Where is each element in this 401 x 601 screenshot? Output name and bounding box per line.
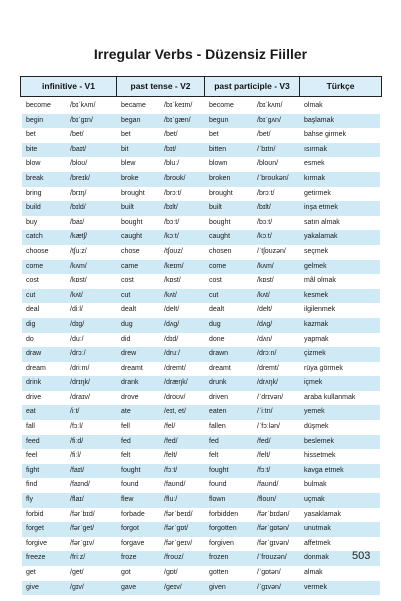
cell-v1-phonetic: /friːz/ (70, 554, 86, 562)
cell-v1-phonetic: /kætʃ/ (70, 233, 88, 241)
cell-past-participle: drunk (209, 379, 227, 387)
cell-v1-phonetic: /driːm/ (70, 364, 90, 372)
cell-v3-phonetic: /bɪˈkʌm/ (257, 102, 283, 109)
cell-past-participle: begun (209, 116, 229, 124)
cell-v2-phonetic: /kʌt/ (164, 291, 177, 299)
cell-past-participle: bet (209, 131, 219, 139)
cell-past-tense: felt (121, 452, 131, 460)
cell-turkish: çizmek (304, 350, 326, 358)
cell-past-participle: flown (209, 496, 226, 504)
cell-v2-phonetic: /fərˈgeɪv/ (164, 539, 193, 547)
cell-v2-phonetic: /dræŋk/ (164, 379, 188, 387)
table-row (22, 128, 380, 143)
cell-past-tense: forgot (121, 525, 139, 533)
table-row (22, 172, 380, 187)
table-row (22, 289, 380, 304)
cell-past-participle: become (209, 102, 234, 109)
cell-turkish: ilgilenmek (304, 306, 336, 314)
cell-infinitive: bring (26, 189, 42, 197)
table-row (22, 376, 380, 391)
cell-v3-phonetic: /felt/ (257, 452, 271, 460)
table-row (22, 187, 380, 202)
cell-past-participle: felt (209, 452, 219, 460)
cell-infinitive: bet (26, 131, 36, 139)
cell-v2-phonetic: /bet/ (164, 131, 178, 139)
cell-past-tense: flew (121, 496, 134, 504)
cell-infinitive: cost (26, 277, 39, 285)
table-row (22, 245, 380, 260)
cell-v1-phonetic: /baɪ/ (70, 218, 85, 226)
cell-v3-phonetic: /drʌŋk/ (257, 379, 279, 387)
cell-turkish: getirmek (304, 189, 331, 197)
cell-past-participle: driven (209, 393, 229, 401)
cell-past-participle: built (209, 204, 222, 212)
cell-turkish: satın almak (304, 218, 340, 226)
cell-turkish: olmak (304, 102, 323, 109)
cell-v1-phonetic: /fərˈbɪd/ (70, 510, 95, 518)
cell-past-participle: forgotten (209, 525, 237, 533)
cell-past-tense: fought (121, 466, 141, 474)
cell-v1-phonetic: /gɪv/ (70, 583, 84, 591)
cell-v2-phonetic: /bɪˈgæn/ (164, 116, 191, 124)
cell-v2-phonetic: /dʌg/ (164, 320, 180, 328)
cell-past-tense: began (121, 116, 141, 124)
cell-past-tense: dealt (121, 306, 137, 314)
cell-infinitive: deal (26, 306, 40, 314)
cell-v2-phonetic: /kɒst/ (164, 277, 181, 285)
cell-infinitive: give (26, 583, 39, 591)
cell-turkish: donmak (304, 554, 329, 562)
cell-v2-phonetic: /fluː/ (164, 496, 178, 504)
cell-v2-phonetic: /bɪlt/ (164, 204, 178, 212)
cell-past-tense: dug (121, 320, 133, 328)
cell-v3-phonetic: /bet/ (257, 131, 271, 139)
cell-v1-phonetic: /drɔː/ (70, 350, 86, 358)
cell-v3-phonetic: /ˈbɪtn/ (257, 145, 276, 153)
cell-v3-phonetic: /bloʊn/ (257, 160, 279, 168)
cell-past-participle: brought (209, 189, 233, 197)
cell-past-tense: fell (121, 423, 130, 431)
cell-past-tense: bet (121, 131, 131, 139)
cell-v2-phonetic: /fel/ (164, 423, 176, 431)
cell-v3-phonetic: /ˈiːtn/ (257, 408, 273, 416)
cell-past-tense: blew (121, 160, 136, 168)
page-number: 503 (352, 550, 371, 562)
cell-past-participle: dealt (209, 306, 225, 314)
cell-infinitive: cut (26, 291, 36, 299)
cell-turkish: gelmek (304, 262, 327, 270)
cell-infinitive: eat (26, 408, 36, 416)
cell-past-tense: forbade (121, 510, 145, 518)
cell-v3-phonetic: /ˈfɔːlən/ (257, 423, 280, 431)
cell-v2-phonetic: /dremt/ (164, 364, 186, 372)
cell-turkish: yasaklamak (304, 510, 341, 518)
cell-past-participle: given (209, 583, 226, 591)
cell-v3-phonetic: /bɔːt/ (257, 218, 273, 226)
cell-turkish: esmek (304, 160, 325, 168)
cell-turkish: kavga etmek (304, 466, 344, 474)
table-row (22, 362, 380, 377)
table-row (22, 216, 380, 231)
cell-turkish: araba kullanmak (304, 393, 356, 401)
cell-infinitive: bite (26, 145, 38, 153)
cell-infinitive: break (26, 174, 44, 182)
cell-v1-phonetic: /diːl/ (70, 306, 83, 314)
table-row (22, 303, 380, 318)
cell-past-tense: found (121, 481, 139, 489)
cell-past-participle: gotten (209, 569, 229, 576)
table-row (22, 537, 380, 552)
cell-v3-phonetic: /faʊnd/ (257, 481, 279, 489)
cell-turkish: başlamak (304, 116, 334, 124)
verb-table (22, 99, 380, 595)
cell-v1-phonetic: /fiːl/ (70, 452, 81, 460)
cell-v3-phonetic: /bɪˈgʌn/ (257, 116, 281, 124)
cell-infinitive: do (26, 335, 34, 343)
cell-v1-phonetic: /baɪt/ (70, 145, 87, 153)
cell-v1-phonetic: /kɒst/ (70, 277, 87, 285)
cell-v1-phonetic: /faɪt/ (70, 466, 85, 474)
cell-v3-phonetic: /kɒst/ (257, 277, 274, 285)
cell-past-participle: dug (209, 320, 221, 328)
cell-infinitive: fall (26, 423, 35, 431)
cell-past-participle: cut (209, 291, 219, 299)
cell-past-participle: chosen (209, 247, 232, 255)
cell-past-tense: broke (121, 174, 139, 182)
table-row (22, 333, 380, 348)
cell-v3-phonetic: /dʌn/ (257, 335, 273, 343)
table-row (22, 522, 380, 537)
cell-past-tense: came (121, 262, 139, 270)
cell-turkish: rüya görmek (304, 364, 343, 372)
cell-v1-phonetic: /duː/ (70, 335, 84, 343)
cell-infinitive: dream (26, 364, 46, 372)
cell-v3-phonetic: /delt/ (257, 306, 273, 314)
cell-v1-phonetic: /bɪˈgɪn/ (70, 116, 93, 124)
cell-turkish: unutmak (304, 525, 331, 533)
cell-past-tense: drank (121, 379, 139, 387)
cell-past-participle: blown (209, 160, 228, 168)
table-row (22, 347, 380, 362)
cell-v3-phonetic: /fərˈgɒtən/ (257, 525, 289, 533)
cell-v1-phonetic: /kʌt/ (70, 291, 83, 299)
cell-past-participle: fallen (209, 423, 226, 431)
cell-past-participle: forbidden (209, 510, 239, 518)
cell-infinitive: dig (26, 320, 36, 328)
cell-v1-phonetic: /breɪk/ (70, 174, 90, 182)
cell-v3-phonetic: /ˈgɪvən/ (257, 583, 281, 591)
cell-v1-phonetic: /brɪŋ/ (70, 189, 87, 197)
header-past-tense: past tense - V2 (117, 77, 205, 96)
cell-v3-phonetic: /kʌt/ (257, 291, 270, 299)
cell-infinitive: forgive (26, 539, 48, 547)
cell-infinitive: fight (26, 466, 40, 474)
cell-v3-phonetic: /dʌg/ (257, 320, 273, 328)
cell-v1-phonetic: /dɪg/ (70, 320, 85, 328)
cell-v3-phonetic: /dremt/ (257, 364, 279, 372)
table-row (22, 478, 380, 493)
cell-v1-phonetic: /bloʊ/ (70, 160, 88, 168)
cell-v3-phonetic: /kɔːt/ (257, 233, 272, 241)
table-row (22, 143, 380, 158)
cell-v1-phonetic: /kʌm/ (70, 262, 87, 270)
cell-past-participle: dreamt (209, 364, 231, 372)
cell-infinitive: build (26, 204, 41, 212)
cell-v2-phonetic: /felt/ (164, 452, 178, 460)
cell-past-tense: did (121, 335, 131, 343)
cell-past-participle: broken (209, 174, 231, 182)
cell-v3-phonetic: /ˈdrɪvən/ (257, 393, 284, 401)
cell-v1-phonetic: /iːt/ (70, 408, 80, 416)
cell-turkish: kazmak (304, 320, 329, 328)
cell-turkish: düşmek (304, 423, 329, 431)
cell-past-participle: found (209, 481, 227, 489)
cell-turkish: bahse girmek (304, 131, 347, 139)
cell-infinitive: find (26, 481, 38, 489)
cell-v3-phonetic: /fɔːt/ (257, 466, 271, 474)
table-row (22, 260, 380, 275)
cell-past-tense: chose (121, 247, 140, 255)
cell-past-tense: got (121, 569, 131, 576)
cell-infinitive: drive (26, 393, 42, 401)
cell-past-tense: froze (121, 554, 137, 562)
table-row (22, 391, 380, 406)
cell-turkish: vermek (304, 583, 327, 591)
cell-infinitive: come (26, 262, 44, 270)
cell-v3-phonetic: /ˈfroʊzən/ (257, 554, 287, 562)
cell-v1-phonetic: /bɪld/ (70, 204, 86, 212)
cell-past-participle: drawn (209, 350, 229, 358)
cell-v3-phonetic: /bɪlt/ (257, 204, 271, 212)
cell-v3-phonetic: /brɔːt/ (257, 189, 275, 197)
cell-turkish: affetmek (304, 539, 331, 547)
cell-past-participle: eaten (209, 408, 227, 416)
table-row (22, 508, 380, 523)
cell-v2-phonetic: /gɒt/ (164, 569, 178, 576)
table-row (22, 493, 380, 508)
cell-v1-phonetic: /tʃuːz/ (70, 247, 87, 255)
cell-turkish: uçmak (304, 496, 325, 504)
cell-v2-phonetic: /bɪt/ (164, 145, 177, 153)
table-row (22, 274, 380, 289)
cell-v2-phonetic: /druː/ (164, 350, 180, 358)
cell-past-participle: cost (209, 277, 222, 285)
cell-v3-phonetic: /ˈbroʊkən/ (257, 174, 289, 182)
cell-v1-phonetic: /fiːd/ (70, 437, 84, 445)
table-row (22, 114, 380, 129)
cell-past-participle: bitten (209, 145, 227, 153)
cell-v3-phonetic: /ˈgɒtən/ (257, 569, 281, 576)
cell-past-participle: caught (209, 233, 231, 241)
cell-past-tense: cut (121, 291, 131, 299)
cell-v2-phonetic: /broʊk/ (164, 174, 186, 182)
cell-past-tense: drew (121, 350, 137, 358)
cell-past-participle: frozen (209, 554, 229, 562)
cell-turkish: beslemek (304, 437, 334, 445)
cell-infinitive: buy (26, 218, 38, 226)
cell-v1-phonetic: /faɪnd/ (70, 481, 91, 489)
header-turkish: Türkçe (326, 81, 355, 91)
cell-turkish: kesmek (304, 291, 329, 299)
cell-infinitive: forbid (26, 510, 44, 518)
table-row (22, 157, 380, 172)
cell-v2-phonetic: /kɔːt/ (164, 233, 179, 241)
table-row (22, 464, 380, 479)
table-row (22, 201, 380, 216)
table-row (22, 405, 380, 420)
cell-past-participle: come (209, 262, 227, 270)
cell-v1-phonetic: /get/ (70, 569, 84, 576)
cell-v3-phonetic: /ˈtʃoʊzən/ (257, 247, 286, 255)
cell-turkish: ısırmak (304, 145, 327, 153)
cell-past-tense: gave (121, 583, 137, 591)
cell-infinitive: blow (26, 160, 41, 168)
table-header (20, 76, 382, 97)
cell-turkish: yakalamak (304, 233, 338, 241)
cell-past-tense: forgave (121, 539, 145, 547)
cell-v2-phonetic: /droʊv/ (164, 393, 186, 401)
cell-v1-phonetic: /bet/ (70, 131, 84, 139)
cell-infinitive: feed (26, 437, 40, 445)
cell-infinitive: freeze (26, 554, 46, 562)
cell-infinitive: become (26, 102, 51, 109)
cell-v2-phonetic: /fed/ (164, 437, 178, 445)
cell-v3-phonetic: /floʊn/ (257, 496, 277, 504)
table-row (22, 230, 380, 245)
cell-v3-phonetic: /fərˈbɪdən/ (257, 510, 290, 518)
cell-v2-phonetic: /froʊz/ (164, 554, 184, 562)
cell-past-tense: drove (121, 393, 139, 401)
table-row (22, 449, 380, 464)
cell-past-participle: fought (209, 466, 229, 474)
cell-past-tense: fed (121, 437, 131, 445)
table-row (22, 551, 380, 566)
cell-infinitive: begin (26, 116, 44, 124)
cell-v1-phonetic: /draɪv/ (70, 393, 90, 401)
cell-v2-phonetic: /fərˈgɒt/ (164, 525, 189, 533)
cell-v3-phonetic: /fed/ (257, 437, 271, 445)
cell-turkish: yemek (304, 408, 325, 416)
cell-past-tense: ate (121, 408, 131, 416)
table-row (22, 435, 380, 450)
cell-infinitive: catch (26, 233, 43, 241)
cell-v1-phonetic: /bɪˈkʌm/ (70, 102, 96, 109)
cell-v2-phonetic: /bɔːt/ (164, 218, 180, 226)
page-title: Irregular Verbs - Düzensiz Fiiller (93, 46, 308, 62)
cell-turkish: almak (304, 569, 323, 576)
cell-v3-phonetic: /fərˈgɪvən/ (257, 539, 290, 547)
cell-past-tense: built (121, 204, 134, 212)
cell-infinitive: get (26, 569, 36, 576)
cell-past-participle: done (209, 335, 225, 343)
cell-turkish: mâl olmak (304, 277, 336, 285)
header-past-participle: past participle - V3 (205, 77, 300, 96)
cell-turkish: içmek (304, 379, 323, 387)
cell-turkish: bulmak (304, 481, 327, 489)
cell-infinitive: forget (26, 525, 44, 533)
table-row (22, 581, 380, 596)
cell-v2-phonetic: /dɪd/ (164, 335, 179, 343)
cell-v2-phonetic: /faʊnd/ (164, 481, 186, 489)
cell-infinitive: drink (26, 379, 42, 387)
cell-v2-phonetic: /fɔːt/ (164, 466, 178, 474)
cell-v2-phonetic: /keɪm/ (164, 262, 184, 270)
cell-v3-phonetic: /drɔːn/ (257, 350, 277, 358)
cell-v2-phonetic: /geɪv/ (164, 583, 182, 591)
cell-infinitive: choose (26, 247, 49, 255)
header-infinitive: infinitive - V1 (21, 77, 117, 96)
cell-infinitive: draw (26, 350, 42, 358)
table-row (22, 318, 380, 333)
cell-turkish: hissetmek (304, 452, 336, 460)
cell-past-tense: became (121, 102, 146, 109)
cell-v1-phonetic: /drɪŋk/ (70, 379, 90, 387)
cell-v2-phonetic: /brɔːt/ (164, 189, 182, 197)
table-row (22, 420, 380, 435)
cell-past-tense: bought (121, 218, 143, 226)
cell-turkish: seçmek (304, 247, 329, 255)
cell-turkish: inşa etmek (304, 204, 338, 212)
cell-v2-phonetic: /eɪt, et/ (164, 408, 186, 416)
cell-past-tense: bit (121, 145, 129, 153)
cell-past-tense: caught (121, 233, 143, 241)
cell-infinitive: fly (26, 496, 33, 504)
cell-past-participle: fed (209, 437, 219, 445)
cell-past-participle: bought (209, 218, 231, 226)
cell-v2-phonetic: /fərˈbeɪd/ (164, 510, 193, 518)
cell-v2-phonetic: /tʃoʊz/ (164, 247, 183, 255)
cell-v1-phonetic: /fɔːl/ (70, 423, 83, 431)
cell-past-tense: brought (121, 189, 145, 197)
cell-past-tense: cost (121, 277, 134, 285)
table-row (22, 99, 380, 114)
cell-turkish: kırmak (304, 174, 325, 182)
cell-infinitive: feel (26, 452, 38, 460)
cell-v2-phonetic: /delt/ (164, 306, 180, 314)
cell-past-participle: forgiven (209, 539, 234, 547)
cell-past-tense: dreamt (121, 364, 143, 372)
cell-turkish: yapmak (304, 335, 329, 343)
table-row (22, 566, 380, 581)
cell-v2-phonetic: /bluː/ (164, 160, 180, 168)
cell-v1-phonetic: /flaɪ/ (70, 496, 84, 504)
cell-v1-phonetic: /fərˈgɪv/ (70, 539, 95, 547)
cell-v3-phonetic: /kʌm/ (257, 262, 274, 270)
cell-v1-phonetic: /fərˈget/ (70, 525, 95, 533)
cell-v2-phonetic: /bɪˈkeɪm/ (164, 102, 193, 109)
